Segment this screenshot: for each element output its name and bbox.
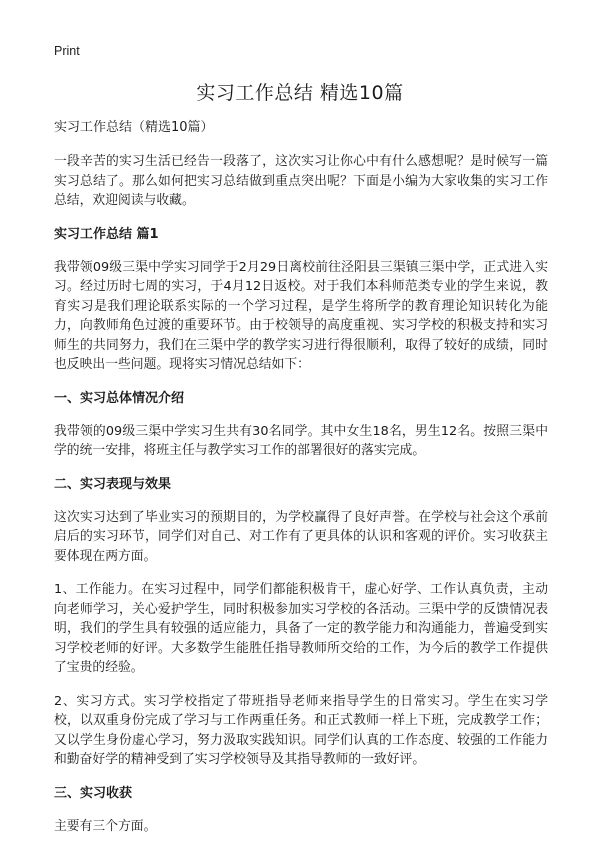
section-heading-2: 二、实习表现与效果	[54, 476, 172, 492]
print-link[interactable]: Print	[54, 44, 80, 58]
section-heading-1: 一、实习总体情况介绍	[54, 390, 185, 406]
paragraph-2: 我带领的09级三渠中学实习生共有30名同学。其中女生18名，男生12名。按照三渠中学的统一安排，将班主任与教学实习工作的部署很好的落实完成。	[54, 423, 548, 458]
article-body	[54, 118, 548, 850]
paragraph-4: 1、工作能力。在实习过程中，同学们都能积极肯干，虚心好学、工作认真负责，主动向老师学习，关心爱护学生，同时积极参加实习学校的各活动。三渠中学的反馈情况表明，我们的学生具有较强的适应能力，具备了一定的教学能力和沟通能力，普遍受到实习学校老师的好评。大多数学生能胜任指导教师所交给的工作，为今后的教学工作提供了宝贵的经验。	[54, 582, 548, 675]
page-title: 实习工作总结 精选10篇	[196, 82, 404, 104]
intro-paragraph: 一段辛苦的实习生活已经告一段落了，这次实习让你心中有什么感想呢？是时候写一篇实习总结了。那么如何把实习总结做到重点突出呢？下面是小编为大家收集的实习工作总结，欢迎阅读与收藏。	[54, 154, 548, 208]
paragraph-6: 主要有三个方面。	[54, 818, 157, 834]
article-subtitle: 实习工作总结（精选10篇）	[54, 120, 214, 135]
section-heading-3: 三、实习收获	[54, 785, 133, 801]
paragraph-3: 这次实习达到了毕业实习的预期目的，为学校赢得了良好声誉。在学校与社会这个承前启后的实习环节，同学们对自己、对工作有了更具体的认识和客观的评价。实习收获主要体现在两方面。	[54, 509, 548, 564]
article-heading: 实习工作总结 篇1	[54, 226, 159, 242]
paragraph-1: 我带领09级三渠中学实习同学于2月29日离校前往泾阳县三渠镇三渠中学，正式进入实习。经过历时七周的实习，于4月12日返校。对于我们本科师范类专业的学生来说，教育实习是我们理论联系实际的一个学习过程，是学生将所学的教育理论知识转化为能力，向教师角色过渡的重要环节。由于校领导的高度重视、实习学校的积极支持和实习师生的共同努力，我们在三渠中学的教学实习进行得很顺利，取得了较好的成绩，同时也反映出一些问题。现将实习情况总结如下：	[54, 259, 548, 372]
paragraph-5: 2、实习方式。实习学校指定了带班指导老师来指导学生的日常实习。学生在实习学校，以双重身份完成了学习与工作两重任务。和正式教师一样上下班，完成教学工作；又以学生身份虚心学习，努力汲取实践知识。同学们认真的工作态度、较强的工作能力和勤奋好学的精神受到了实习学校领导及其指导教师的一致好评。	[54, 693, 548, 767]
